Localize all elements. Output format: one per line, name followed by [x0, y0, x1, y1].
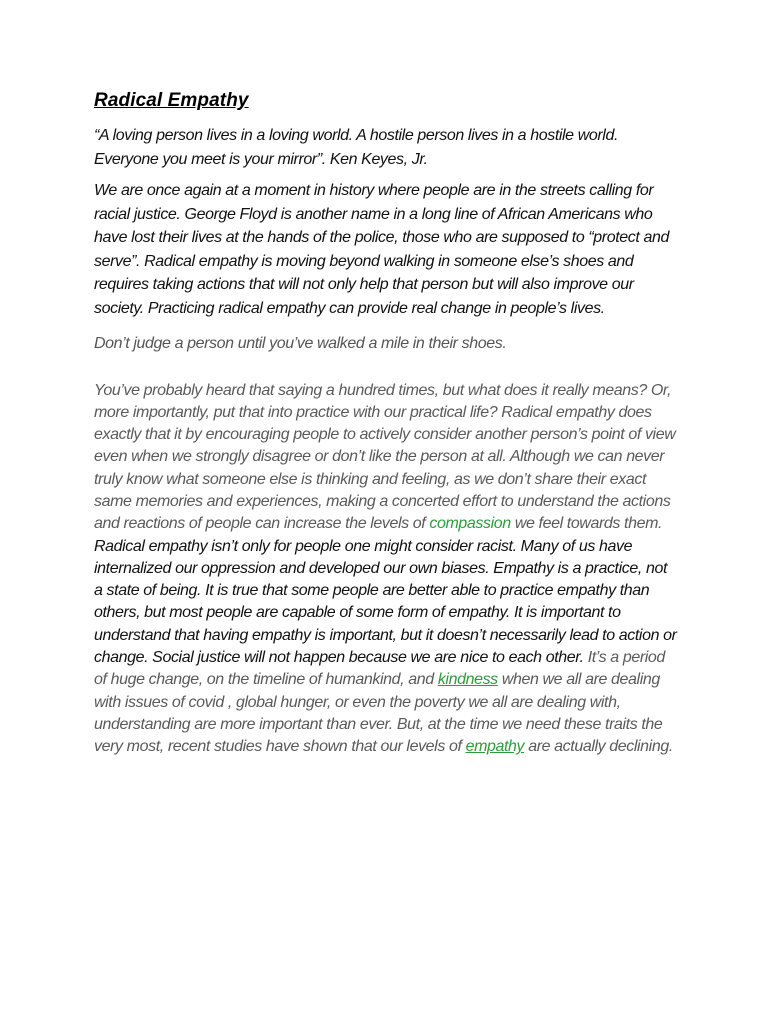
paragraph-main	[94, 380, 678, 759]
kindness-link[interactable]: kindness	[437, 671, 498, 689]
saying-line: Don’t judge a person until you’ve walked a mile in their shoes.	[94, 335, 507, 352]
paragraph-main-part2: we feel towards them.	[510, 515, 663, 533]
paragraph-main-part5: when we all are dealing with issues of covid , global hunger, or even the poverty we all are dealing with, understanding are more important than ever. But, at the time we need these traits the very most, recent studies have shown that our levels of	[94, 671, 663, 756]
paragraph-main-part1: You’ve probably heard that saying a hundred times, but what does it really means? Or, more importantly, put that into practice with our practical life? Radical empathy does exactly that it by encouraging people to actively consider another person’s point of view even when we strongly disagree or don’t like the person at all. Although we can never truly know what someone else is thinking and feeling, as we don’t share their exact same memories and experiences, making a concerted effort to understand the actions and reactions of people can increase the levels of	[94, 381, 676, 533]
paragraph-main-part4: It’s a period of huge change, on the timeline of humankind, and	[94, 649, 665, 689]
empathy-link[interactable]: empathy	[465, 738, 525, 756]
opening-quote: “A loving person lives in a loving world. A hostile person lives in a hostile world. Everyone you meet is your mirror”. Ken Keyes, Jr.	[94, 127, 619, 168]
paragraph-intro: We are once again at a moment in history where people are in the streets calling for racial justice. George Floyd is another name in a long line of African Americans who have lost their lives at the hands of the police, those who are supposed to “protect and serve”. Radical empathy is moving beyond walking in someone else’s shoes and requires taking actions that will not only help that person but will also improve our society. Practicing radical empathy can provide real change in people’s lives.	[94, 182, 669, 317]
paragraph-main-part6: are actually declining.	[524, 738, 673, 756]
compassion-link[interactable]: compassion	[429, 515, 511, 533]
document-title: Radical Empathy	[94, 90, 249, 111]
paragraph-main-part3: Radical empathy isn’t only for people one might consider racist. Many of us have internalized our oppression and developed our own biases. Empathy is a practice, not a state of being. It is true that some people are better able to practice empathy than others, but most people are capable of some form of empathy. It is important to understand that having empathy is important, but it doesn’t necessarily lead to action or change. Social justice will not happen because we are nice to each other.	[94, 537, 677, 667]
